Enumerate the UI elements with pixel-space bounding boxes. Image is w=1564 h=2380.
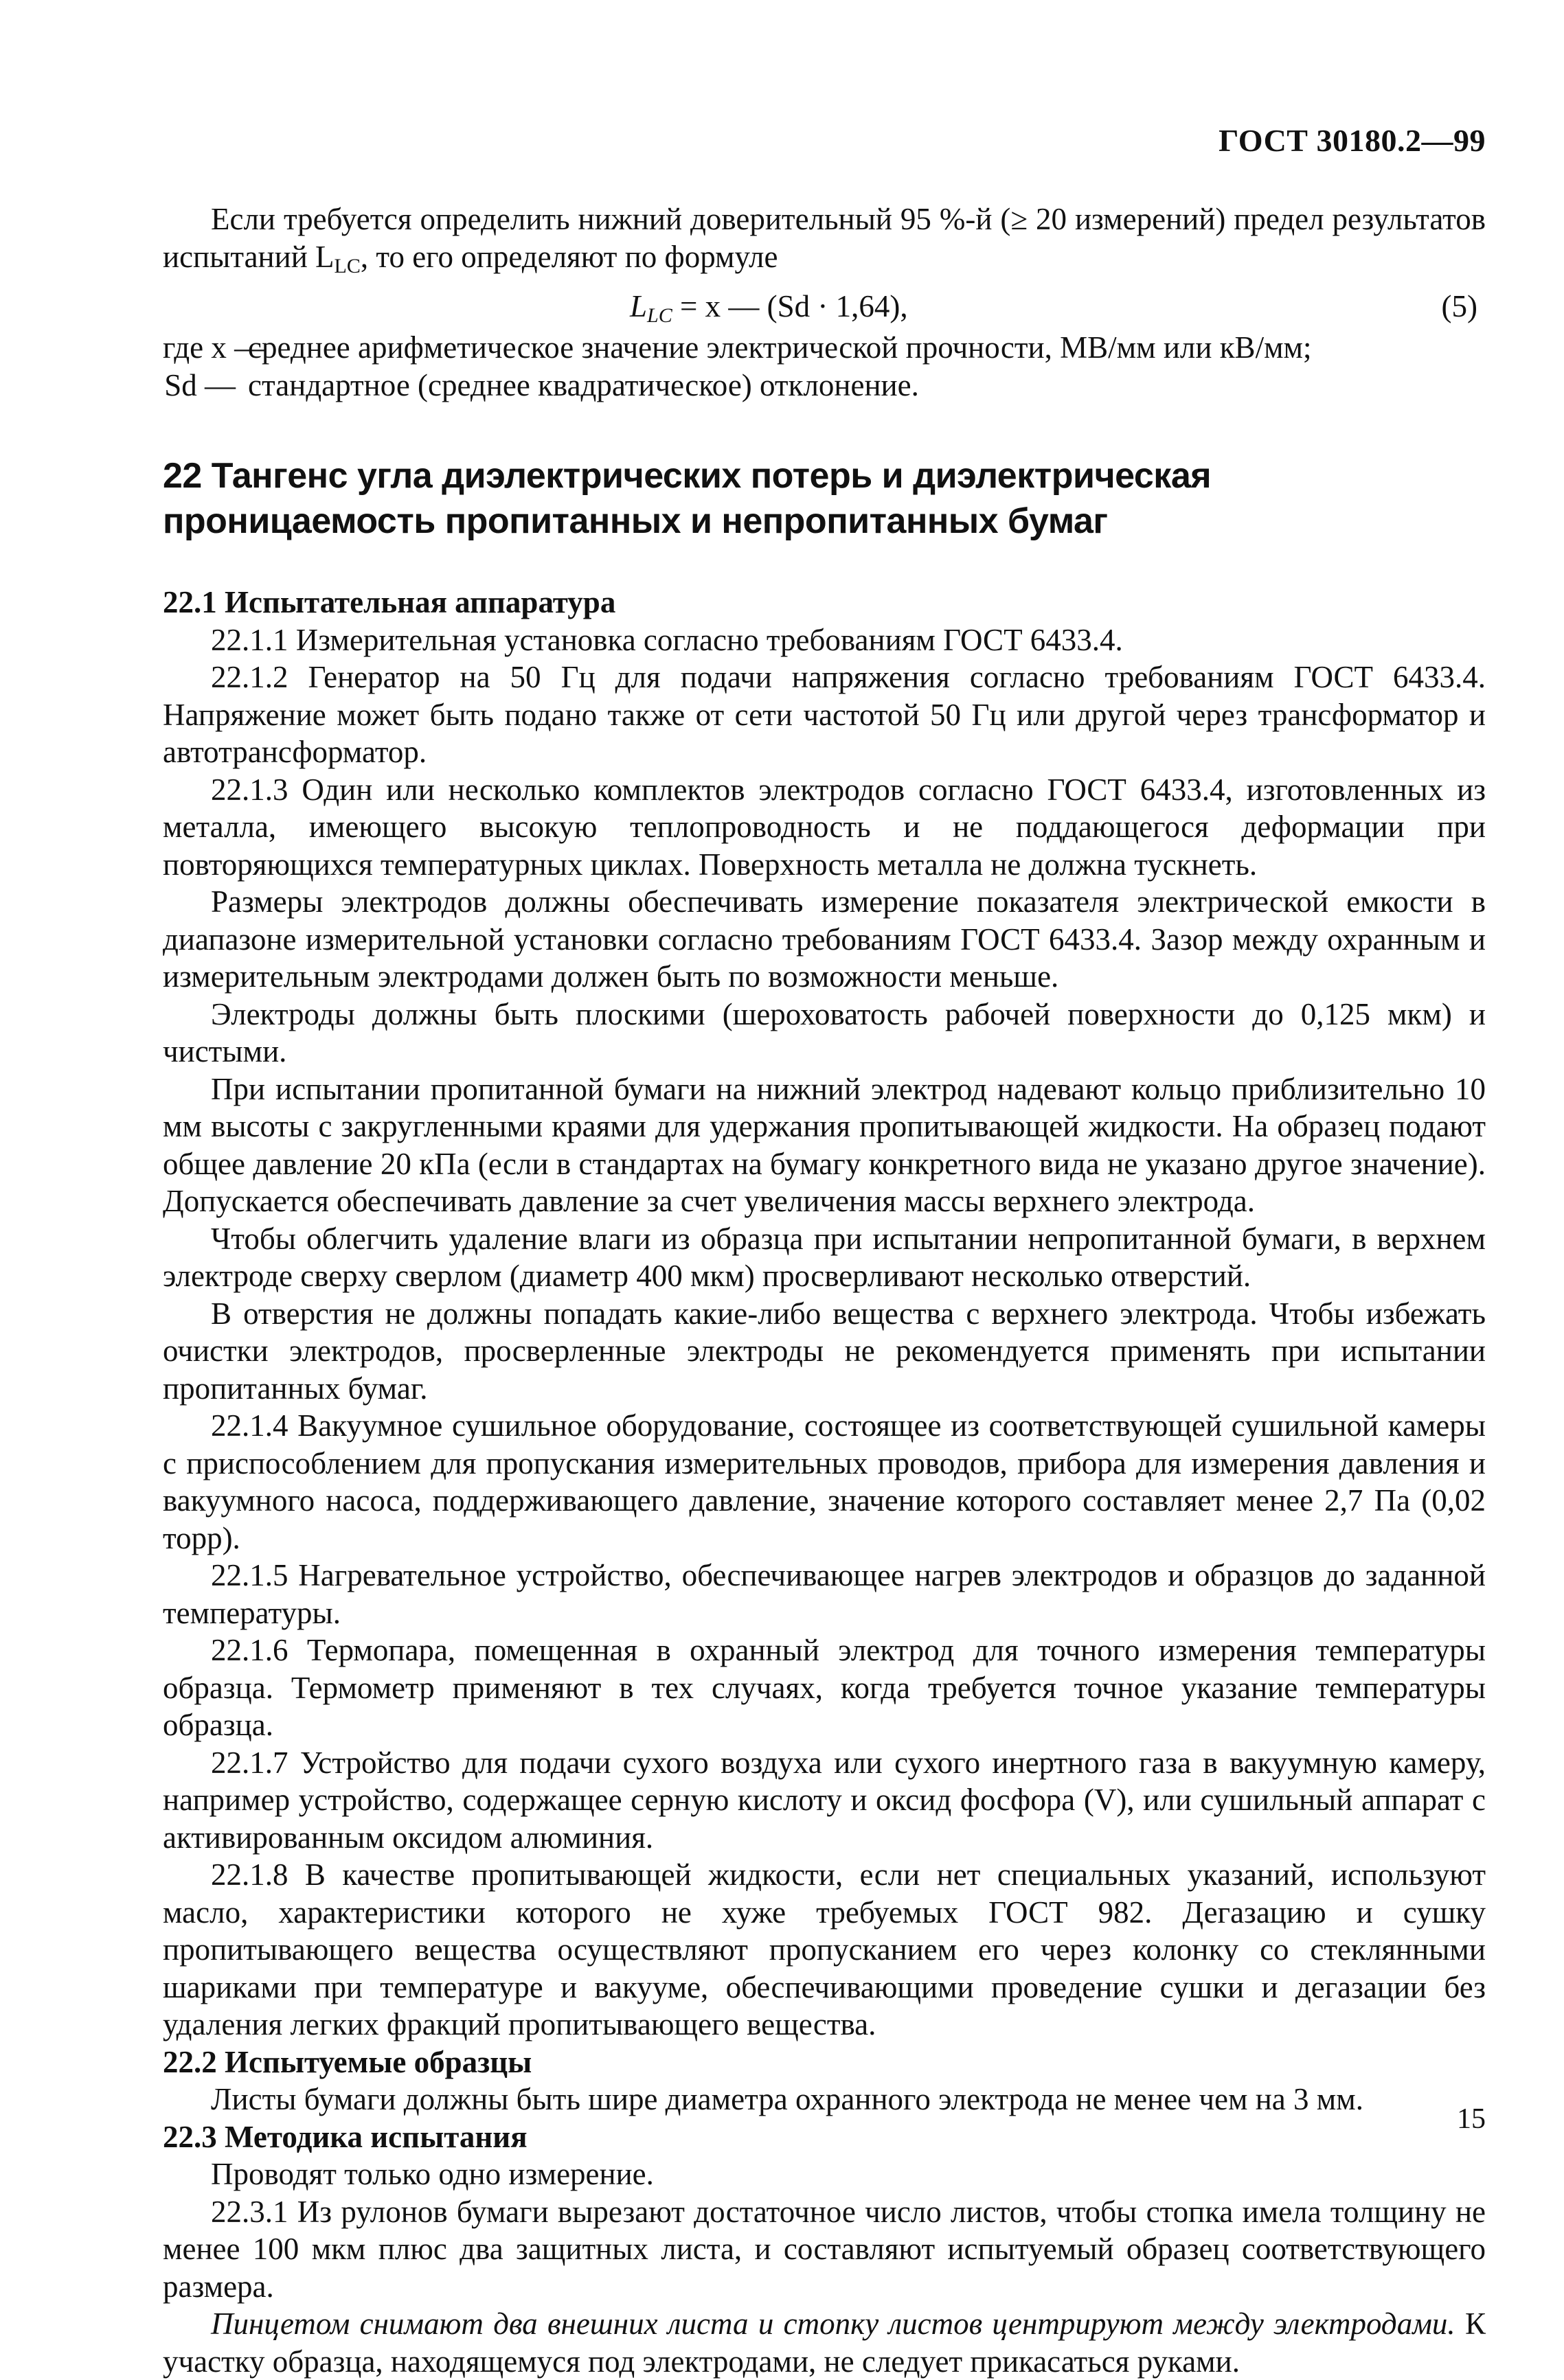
- body-paragraph: Чтобы облегчить удаление влаги из образца при испытании непропитанной бумаги, в верхнем электроде сверху сверлом (диаметр 400 мкм) просверливают несколько отверстий.: [163, 1221, 1486, 1293]
- formula-line: [163, 288, 1486, 328]
- body-paragraph: [163, 2305, 1486, 2380]
- page-number: 15: [1457, 2103, 1486, 2135]
- body-paragraph: 22.1.4 Вакуумное сушильное оборудование, состоящее из соответствующей сушильной камеры с приспособлением для пропускания измерительных проводов, прибора для измерения давления и вакуумного насоса, поддерживающего давление, значение которого составляет менее 2,7 Па (0,02 торр).: [163, 1408, 1486, 1555]
- page-header-standard: ГОСТ 30180.2—99: [1219, 123, 1486, 158]
- where-symbol-sd: Sd —: [164, 367, 236, 402]
- intro-text: Если требуется определить нижний доверительный 95 %-й (≥ 20 измерений) предел результатов испытаний L: [163, 202, 1486, 274]
- where-text-sd: стандартное (среднее квадратическое) отклонение.: [248, 367, 919, 402]
- intro-subscript: LC: [334, 254, 361, 277]
- body-paragraph: При испытании пропитанной бумаги на нижний электрод надевают кольцо приблизительно 10 мм высоты с закругленными краями для удержания пропитывающей жидкости. На образец подают общее давление 20 кПа (если в стандартах на бумагу конкретного вида не указано другое значение). Допускается обеспечивать давление за счет увеличения массы верхнего электрода.: [163, 1071, 1486, 1218]
- body-paragraph: 22.1.6 Термопара, помещенная в охранный электрод для точного измерения температуры образца. Термометр применяют в тех случаях, когда требуется точное указание температуры образца.: [163, 1633, 1486, 1742]
- formula-lhs-subscript: LC: [647, 304, 672, 327]
- body-paragraph: В отверстия не должны попадать какие-либо вещества с верхнего электрода. Чтобы избежать очистки электродов, просверленные электроды не рекомендуется применять при испытании пропитанных бумаг.: [163, 1296, 1486, 1406]
- body-paragraph: Проводят только одно измерение.: [211, 2157, 654, 2191]
- body-paragraph: 22.1.8 В качестве пропитывающей жидкости, если нет специальных указаний, используют масло, характеристики которого не хуже требуемых ГОСТ 982. Дегазацию и сушку пропитывающего вещества осуществляют пропусканием его через колонку со стеклянными шариками при температуре и вакууме, обеспечивающими проведение сушки и дегазации без удаления легких фракций пропитывающего вещества.: [163, 1857, 1486, 2041]
- formula-number: (5): [1441, 289, 1477, 323]
- where-symbol-mean: где x —: [163, 330, 266, 365]
- body-paragraph: 22.1.3 Один или несколько комплектов электродов согласно ГОСТ 6433.4, изготовленных из металла, имеющего высокую теплопроводность и не поддающегося деформации при повторяющихся температурных циклах. Поверхность металла не должна тускнеть.: [163, 772, 1486, 882]
- where-list: [163, 329, 1486, 404]
- body-paragraph: 22.1.5 Нагревательное устройство, обеспечивающее нагрев электродов и образцов до заданной температуры.: [163, 1558, 1486, 1630]
- body-paragraph: 22.1.2 Генератор на 50 Гц для подачи напряжения согласно требованиям ГОСТ 6433.4. Напряжение может быть подано также от сети частотой 50 Гц или другой через трансформатор и автотрансформатор.: [163, 660, 1486, 769]
- subsection-heading: 22.1 Испытательная аппаратура: [163, 585, 616, 619]
- regular-text: К участку образца, находящемуся под электродами, не следует прикасаться руками.: [163, 2307, 1486, 2379]
- italic-text: Пинцетом снимают два внешних листа и стопку листов центрируют между электродами.: [211, 2307, 1455, 2341]
- page-content: [163, 201, 1486, 2380]
- intro-paragraph: [163, 201, 1486, 285]
- subsection-heading: 22.3 Методика испытания: [163, 2119, 528, 2154]
- body-paragraph: 22.1.7 Устройство для подачи сухого воздуха или сухого инертного газа в вакуумную камеру, например устройство, содержащее серную кислоту и оксид фосфора (V), или сушильный аппарат с активированным оксидом алюминия.: [163, 1745, 1486, 1855]
- subsection-heading: 22.2 Испытуемые образцы: [163, 2044, 532, 2079]
- intro-tail: , то его определяют по формуле: [360, 239, 778, 274]
- body-paragraph: Электроды должны быть плоскими (шероховатость рабочей поверхности до 0,125 мкм) и чистыми.: [163, 996, 1486, 1068]
- where-text-mean: среднее арифметическое значение электрической прочности, МВ/мм или кВ/мм;: [248, 330, 1312, 365]
- body-paragraph: 22.3.1 Из рулонов бумаги вырезают достаточное число листов, чтобы стопка имела толщину не менее 100 мкм плюс два защитных листа, и составляют испытуемый образец соответствующего размера.: [163, 2194, 1486, 2304]
- paragraphs: [163, 584, 1486, 2380]
- body-paragraph: Листы бумаги должны быть шире диаметра охранного электрода не менее чем на 3 мм.: [211, 2082, 1363, 2116]
- formula-rhs: = x — (Sd · 1,64),: [672, 289, 908, 323]
- formula-lhs: L: [630, 289, 648, 323]
- formula: [630, 288, 908, 335]
- body-paragraph: 22.1.1 Измерительная установка согласно требованиям ГОСТ 6433.4.: [211, 622, 1123, 657]
- section-title: 22 Тангенс угла диэлектрических потерь и диэлектрическая проницаемость пропитанных и непропитанных бумаг: [163, 456, 1212, 541]
- body-paragraph: Размеры электродов должны обеспечивать измерение показателя электрической емкости в диапазоне измерительной установки согласно требованиям ГОСТ 6433.4. Зазор между охранным и измерительным электродами должен быть по возможности меньше.: [163, 884, 1486, 994]
